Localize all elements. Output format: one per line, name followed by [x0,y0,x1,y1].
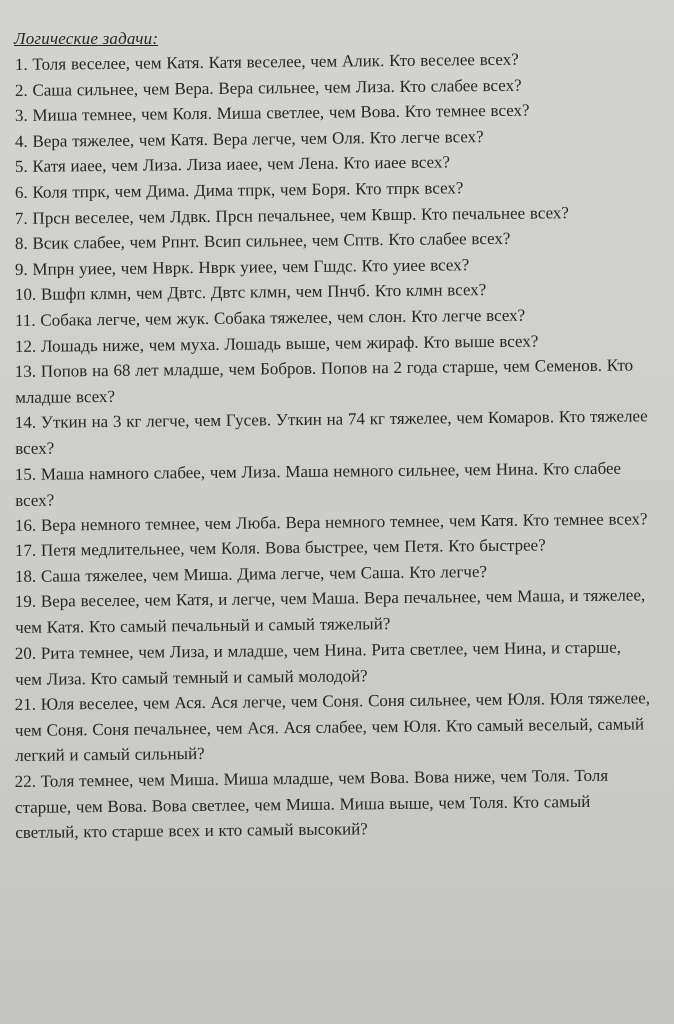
task-item: 16. Вера немного темнее, чем Люба. Вера немного темнее, чем Катя. Кто темнее всех? [14,509,648,535]
task-list [12,49,652,845]
task-item: 5. Катя иаее, чем Лиза. Лиза иаее, чем Лена. Кто иаее всех? [14,152,451,177]
task-item: 7. Прсн веселее, чем Лдвк. Прсн печальнее, чем Квшр. Кто печальнее всех? [14,202,570,228]
task-item: 18. Саша тяжелее, чем Миша. Дима легче, чем Саша. Кто легче? [14,561,488,586]
task-item: 12. Лошадь ниже, чем муха. Лошадь выше, чем жираф. Кто выше всех? [14,331,539,356]
task-item: 22. Толя темнее, чем Миша. Миша младше, чем Вова. Вова ниже, чем Толя. Толя старше, чем Вова. Вова светлее, чем Миша. Миша выше, чем Толя. Кто самый светлый, кто старше всех и кто самый высокий? [14,765,609,842]
task-item: 11. Собака легче, чем жук. Собака тяжелее, чем слон. Кто легче всех? [14,305,526,330]
task-item: 2. Саша сильнее, чем Вера. Вера сильнее, чем Лиза. Кто слабее всех? [14,75,522,100]
task-item: 14. Уткин на 3 кг легче, чем Гусев. Уткин на 74 кг тяжелее, чем Комаров. Кто тяжелее всех? [14,406,648,458]
task-item: 21. Юля веселее, чем Ася. Ася легче, чем Соня. Соня сильнее, чем Юля. Юля тяжелее, чем Соня. Соня печальнее, чем Ася. Ася слабее, чем Юля. Кто самый веселый, самый легкий и самый сильный? [14,688,651,765]
task-item: 1. Толя веселее, чем Катя. Катя веселее, чем Алик. Кто веселее всех? [14,49,519,74]
page-title: Логические задачи: [14,29,159,48]
task-item: 10. Вшфп клмн, чем Двтс. Двтс клмн, чем Пнчб. Кто клмн всех? [14,280,487,305]
task-item: 8. Всик слабее, чем Рпнт. Всип сильнее, чем Сптв. Кто слабее всех? [14,228,511,254]
task-item: 13. Попов на 68 лет младше, чем Бобров. Попов на 2 года старше, чем Семенов. Кто младше всех? [14,355,634,407]
task-item: 19. Вера веселее, чем Катя, и легче, чем Маша. Вера печальнее, чем Маша, и тяжелее, чем Катя. Кто самый печальный и самый тяжелый? [14,585,646,638]
task-item: 3. Миша темнее, чем Коля. Миша светлее, чем Вова. Кто темнее всех? [14,100,530,126]
task-item: 6. Коля тпрк, чем Дима. Дима тпрк, чем Боря. Кто тпрк всех? [14,178,464,202]
task-item: 9. Мпрн уиее, чем Нврк. Нврк уиее, чем Гшдс. Кто уиее всех? [14,254,470,279]
task-item: 15. Маша намного слабее, чем Лиза. Маша немного сильнее, чем Нина. Кто слабее всех? [14,458,622,510]
task-item: 4. Вера тяжелее, чем Катя. Вера легче, чем Оля. Кто легче всех? [14,126,484,151]
task-item: 17. Петя медлительнее, чем Коля. Вова быстрее, чем Петя. Кто быстрее? [14,535,546,561]
task-item: 20. Рита темнее, чем Лиза, и младше, чем Нина. Рита светлее, чем Нина, и старше, чем Лиза. Кто самый темный и самый молодой? [14,637,622,689]
